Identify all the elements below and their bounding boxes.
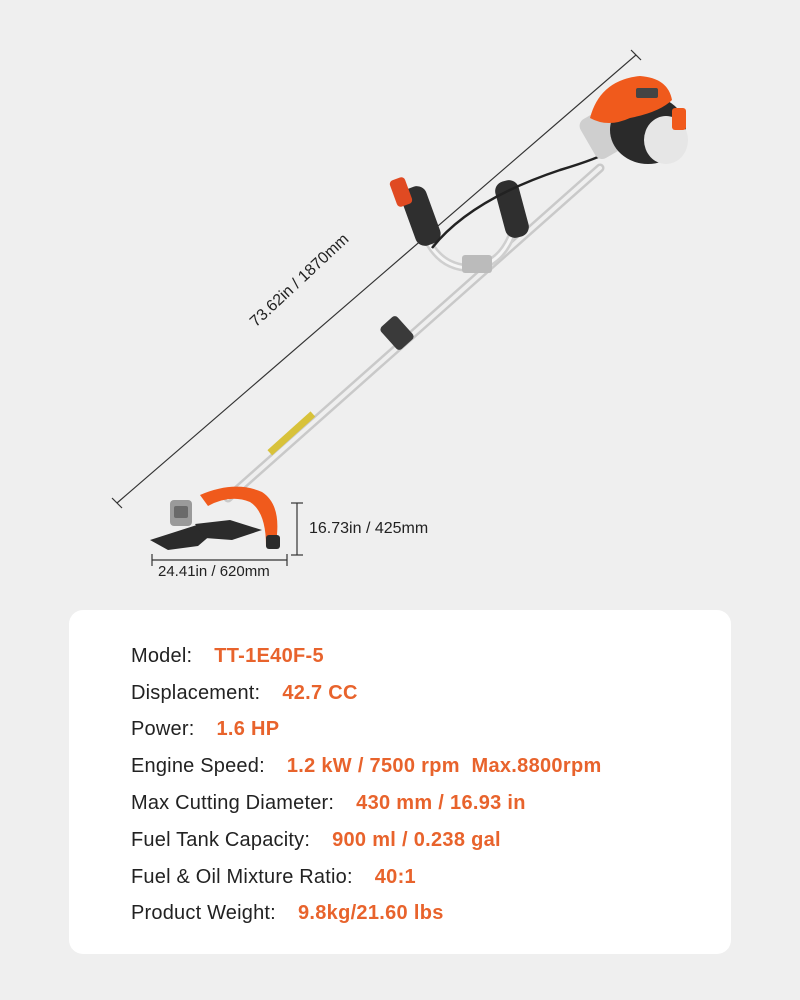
length-dimension-label: 73.62in / 1870mm (247, 230, 353, 331)
spec-label: Power: (131, 718, 195, 741)
spec-value: TT-1E40F-5 (214, 644, 324, 667)
width-dimension-label: 24.41in / 620mm (158, 563, 270, 580)
spec-value: 1.6 HP (216, 718, 280, 741)
spec-row-displacement (131, 675, 602, 712)
spec-label: Model: (131, 644, 193, 667)
spec-label: Fuel Tank Capacity: (131, 828, 311, 851)
spec-row-power (131, 712, 602, 749)
spec-row-model (131, 638, 602, 675)
spec-row-max-cutting-diameter (131, 785, 602, 822)
spec-label: Product Weight: (131, 902, 276, 925)
spec-label: Engine Speed: (131, 755, 265, 778)
spec-label: Max Cutting Diameter: (131, 792, 335, 815)
spec-value: 40:1 (374, 865, 416, 888)
spec-value: 9.8kg/21.60 lbs (297, 902, 444, 925)
spec-row-engine-speed (131, 748, 602, 785)
height-dimension-label: 16.73in / 425mm (309, 520, 429, 537)
spec-row-mixture-ratio (131, 859, 602, 896)
spec-row-fuel-tank-capacity (131, 822, 602, 859)
spec-value: 900 ml / 0.238 gal (332, 828, 501, 851)
spec-label: Fuel & Oil Mixture Ratio: (131, 865, 353, 888)
engine-unit (577, 76, 688, 164)
specifications-card (69, 610, 731, 954)
spec-value: 42.7 CC (282, 681, 358, 704)
spec-label: Displacement: (131, 681, 261, 704)
length-dimension-line (112, 50, 641, 508)
spec-value: 430 mm / 16.93 in (356, 792, 526, 815)
cutting-head (150, 487, 280, 550)
height-dimension-line (291, 503, 303, 555)
spec-row-product-weight (131, 896, 602, 933)
spec-value: 1.2 kW / 7500 rpm Max.8800rpm (286, 755, 602, 778)
spec-list (131, 638, 602, 932)
